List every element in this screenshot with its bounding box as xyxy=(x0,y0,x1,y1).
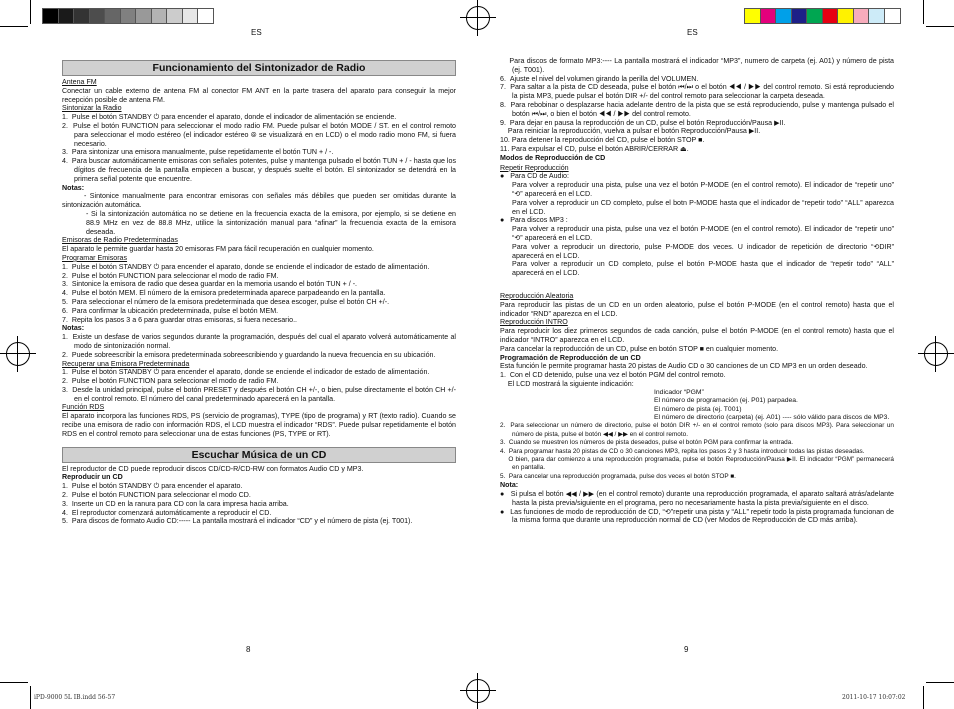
step-item: 4. Para buscar automáticamente emisoras con señales potentes, pulse y mantenga pulsado el botón TUN + / - hasta que los dígitos de frecuencia de la pantalla empiecen a buscar, y después suelte el botón. El sintonizador se detendrá en la primera señal potente que encuentre. xyxy=(62,157,456,183)
recuperar-steps xyxy=(62,368,456,403)
repeat-line: Para volver a reproducir un CD completo, pulse el botn P-MODE hasta que el indicador de “repetir todo” “ALL” aparezca en el LCD. xyxy=(512,198,894,216)
step-item: O bien, para dar comienzo a una reproducción programada, pulse el botón Reproducción/Pausa ▶II. El indicador “PGM” permanecerá en pantalla. xyxy=(500,455,894,472)
section-title-cd: Escuchar Música de un CD xyxy=(62,447,456,463)
step-item: 2. Pulse el botón FUNCTION para seleccionar el modo de radio FM. xyxy=(62,271,279,280)
antena-text: Conectar un cable externo de antena FM al conector FM ANT en la parte trasera del aparato para conseguir la mejor recepción posible de antena FM. xyxy=(62,86,456,104)
crop-mark xyxy=(0,682,28,683)
cd-intro-text: El reproductor de CD puede reproducir discos CD/CD-R/CD-RW con formatos Audio CD y MP3. xyxy=(62,464,364,473)
sintonizar-steps xyxy=(62,113,456,183)
crop-mark xyxy=(30,0,31,24)
subheading-aleatoria: Reproducción Aleatoria xyxy=(500,291,574,300)
step-item: 3. Desde la unidad principal, pulse el botón PRESET y después el botón CH +/-, o bien, pulse directamente el botón CH +/- en el control remoto. El número del canal predeterminado aparecerá en la pantalla. xyxy=(62,385,456,403)
lcd-line: El número de directorio (carpeta) (ej. A01) ---- sólo válido para discos de MP3. xyxy=(654,413,890,421)
step-item: 2. Pulse el botón FUNCTION para seleccionar el modo radio FM. Puede pulsar el botón MODE / ST. en el control remoto para seleccionar el modo estéreo (el indicador estéreo ⦾ se visualizará en en LCD) o el modo radio mono FM, si fuera necesario. xyxy=(62,121,456,148)
language-label-right: ES xyxy=(687,28,698,37)
gray-swatch xyxy=(73,8,90,24)
color-swatch xyxy=(837,8,854,24)
step-item: 1. Pulse el botón STANDBY ⏻ para encender el aparato, donde el indicador de alimentación se enciende. xyxy=(62,113,397,122)
step-item: 5. Para discos de formato Audio CD:----- La pantalla mostrará el indicador “CD” y el número de pista (ej. T001). xyxy=(62,517,413,526)
repeat-line: Para volver a reproducir una pista, pulse una vez el botón P-MODE (en el control remoto). El indicador de “repetir uno” “⟲” aparecerá en el LCD. xyxy=(512,225,894,242)
nota-item: - Si la sintonización automática no se detiene en la frecuencia exacta de la emisora, por ejemplo, si se detiene en 88.9 MHz en vez de 88.8 MHz, utilice la sintonización manual para “afinar” la frecuencia exacta de la emisora deseada. xyxy=(86,209,456,236)
registration-mark-top xyxy=(460,0,496,36)
lcd-line: El número de pista (ej. T001) xyxy=(654,405,742,413)
bullet-mp3: ● Para discos MP3 : xyxy=(500,216,568,225)
right-page-column xyxy=(500,57,894,525)
nota-text: Las funciones de modo de reproducción de CD, “⟲”repetir una pista y “ALL” repetir todo la pista programada funcionan de la misma forma que durante una reproducción normal de CD (ver Modos de Reproducción de CD más arriba). xyxy=(510,507,894,525)
footer-timestamp: 2011-10-17 10:07:02 xyxy=(842,694,906,701)
gray-swatch xyxy=(58,8,75,24)
programacion-intro: Esta función le permite programar hasta 20 pistas de Audio CD o 30 canciones de un CD MP3 en un orden deseado. xyxy=(500,362,868,371)
gray-swatch xyxy=(135,8,152,24)
color-swatch xyxy=(868,8,885,24)
footer-file-name: iPD-9000 5L IB.indd 56-57 xyxy=(34,694,116,701)
nota-text: Si pulsa el botón ◀◀ / ▶▶ (en el control remoto) durante una reproducción programada, el aparato saltará atrás/adelante hasta la pista previa/siguiente en el programa, pero no necesariamente hasta la pista previa/siguiente en el disco. xyxy=(510,489,894,507)
intro-line: Para reproducir los diez primeros segundos de cada canción, pulse el botón P-MODE (en el control remoto) hasta que el indicador “INTRO” aparezca en el LCD. xyxy=(500,327,894,344)
step-item: 1. Pulse el botón STANDBY ⏻ para encender el aparato, donde se enciende el indicador de estado de alimentación. xyxy=(62,368,430,377)
step-item: El LCD mostrará la siguiente indicación: xyxy=(500,379,634,388)
color-swatch xyxy=(791,8,808,24)
page-number-left: 8 xyxy=(246,645,251,654)
page-number-right: 9 xyxy=(684,645,689,654)
step-item: 2. Pulse el botón FUNCTION para seleccionar el modo CD. xyxy=(62,491,251,500)
step-item: 2. Para seleccionar un número de directorio, pulse el botón DIR +/- en el control remoto (solo para discos MP3). Para seleccionar un número de pista, pulse el botón ◀◀ / ▶▶ en el control remoto. xyxy=(500,422,894,438)
step-item: 8. Para rebobinar o desplazarse hacia adelante dentro de la pista que se está reproduciendo, pulse y mantenga pulsado el botón ⏮/⏭, o bien el botón ◀◀ / ▶▶ del control remoto. xyxy=(500,100,894,118)
step-item: 2. Pulse el botón FUNCTION para seleccionar el modo de radio FM. xyxy=(62,377,279,386)
step-item: 6. Para confirmar la ubicación predeterminada, pulse el botón MEM. xyxy=(62,306,279,315)
note-item: 1. Existe un desfase de varios segundos durante la programación, después del cual el aparato volverá automáticamente al modo de sintonización normal. xyxy=(62,333,456,350)
color-swatch xyxy=(760,8,777,24)
step-item: 1. Pulse el botón STANDBY ⏻ para encender el aparato, donde se enciende el indicador de estado de alimentación. xyxy=(62,262,430,271)
notas-label: Notas: xyxy=(62,324,85,333)
gray-swatch xyxy=(166,8,183,24)
bullet-dot: ● xyxy=(500,489,511,498)
crop-mark xyxy=(923,686,924,709)
left-page-column xyxy=(62,60,456,526)
intro-text xyxy=(500,327,894,353)
subheading-programar: Programar Emisoras xyxy=(62,253,128,262)
section-title-radio: Funcionamiento del Sintonizador de Radio xyxy=(62,60,456,76)
color-swatch xyxy=(884,8,901,24)
nota-bullets xyxy=(500,490,894,525)
subheading-recuperar: Recuperar una Emisora Predeterminada xyxy=(62,359,190,368)
step-item: 1. Con el CD detenido, pulse una vez el botón PGM del control remoto. xyxy=(500,371,726,380)
step-item: 7. Repita los pasos 3 a 6 para guardar otras emisoras, si fuera necesario.. xyxy=(62,315,298,324)
step-item: 11. Para expulsar el CD, pulse el botón ABRIR/CERRAR ⏏. xyxy=(500,144,689,153)
color-swatch xyxy=(775,8,792,24)
notas-label: Notas: xyxy=(62,183,85,192)
step-item: Para reiniciar la reproducción, vuelva a pulsar el botón Reproducción/Pausa ▶II. xyxy=(500,127,761,136)
step-item: 3. Inserte un CD en la ranura para CD con la cara impresa hacia arriba. xyxy=(62,499,289,508)
language-label-left: ES xyxy=(251,28,262,37)
nota-item: - Sintonice manualmente para encontrar emisoras con señales más débiles que pueden ser omitidas durante la sintonización automática. xyxy=(62,192,456,210)
crop-mark xyxy=(926,26,954,27)
repeat-line: Para volver a reproducir una pista, pulse una vez el botón P-MODE (en el control remoto). El indicador de “repetir uno” “⟲” aparecerá en el LCD. xyxy=(512,181,894,198)
crop-mark xyxy=(30,686,31,709)
lcd-indication-list xyxy=(500,389,894,423)
repeat-line: Para volver a reproducir un CD completo, pulse el botón P-MODE hasta que el indicador de “repetir todo” “ALL” aparecerá en el LCD. xyxy=(512,260,894,278)
mp3-label: Para discos MP3 : xyxy=(510,216,568,225)
subheading-antena: Antena FM xyxy=(62,78,97,86)
step-item: 6. Ajuste el nivel del volumen girando la perilla del VOLUMEN. xyxy=(500,74,699,83)
registration-mark-right xyxy=(918,336,954,372)
emisoras-text: El aparato le permite guardar hasta 20 emisoras FM para fácil recuperación en cualquier momento. xyxy=(62,245,374,254)
audio-cd-label: Para CD de Audio: xyxy=(510,172,569,181)
step-item: Para discos de formato MP3:---- La pantalla mostrará el indicador “MP3”, numero de carpeta (ej. A01) y número de pista (ej. T001). xyxy=(500,57,894,74)
gray-swatch xyxy=(42,8,59,24)
subheading-modos: Modos de Reproducción de CD xyxy=(500,153,606,162)
intro-line: Para cancelar la reproducción de un CD, pulse en botón STOP ■ en cualquier momento. xyxy=(500,344,779,353)
crop-mark xyxy=(926,682,954,683)
step-item: 4. El reproductor comenzará automáticamente a reproducir el CD. xyxy=(62,508,272,517)
registration-mark-bottom xyxy=(460,673,496,709)
subheading-rds: Función RDS xyxy=(62,403,105,412)
cd-playback-steps xyxy=(500,57,894,154)
gray-swatch xyxy=(182,8,199,24)
crop-mark xyxy=(923,0,924,24)
lcd-line: Indicador “PGM” xyxy=(654,388,704,396)
rds-text: El aparato incorpora las funciones RDS, PS (servicio de programas), TYPE (tipo de programa) y RT (texto radio). Cuando se recibe una emisora de radio con información RDS, el LCD muestra el indicador “RDS”. Puede pulsar repetidamente el botón RDS en el control remoto para seleccionar una de estas funciones (PS, TYPE or RT). xyxy=(62,412,456,438)
subheading-sintonizar: Sintonizar la Radio xyxy=(62,104,122,113)
color-swatch xyxy=(744,8,761,24)
bullet-audio-cd: ● Para CD de Audio: xyxy=(500,172,569,181)
audio-cd-repeat-text xyxy=(500,181,894,216)
registration-mark-left xyxy=(0,336,36,372)
step-item: 4. Para programar hasta 20 pistas de CD o 30 canciones MP3, repita los pasos 2 y 3 hasta introducir todas las pistas deseadas. xyxy=(500,447,865,455)
step-item: 9. Para dejar en pausa la reproducción de un CD, pulse el botón Reproducción/Pausa ▶II. xyxy=(500,118,786,127)
gray-swatch xyxy=(151,8,168,24)
programacion-steps-b xyxy=(500,422,894,481)
gray-swatch xyxy=(197,8,214,24)
step-item: 5. Para seleccionar el número de la emisora predeterminada que desea escoger, pulse el botón CH +/-. xyxy=(62,297,390,306)
step-item: 10. Para detener la reproducción del CD, pulse el botón STOP ■. xyxy=(500,136,705,145)
reproducir-steps xyxy=(62,482,456,526)
nota-label: Nota: xyxy=(500,481,519,490)
step-item: 4. Pulse el botón MEM. El número de la emisora predeterminada aparece parpadeando en la pantalla. xyxy=(62,289,386,298)
nota-bullet xyxy=(500,508,894,526)
subheading-intro: Reproducción INTRO xyxy=(500,318,568,327)
note-item: 2. Puede sobreescribir la emisora predeterminada sobreescribiendo y guardando la nueva frecuencia en su ubicación. xyxy=(62,350,436,359)
step-item: 3. Para sintonizar una emisora manualmente, pulse repetidamente el botón TUN + / -. xyxy=(62,148,334,157)
step-item: 3. Sintonice la emisora de radio que desea guardar en la memoria usando el botón TUN + / -. xyxy=(62,280,358,289)
mp3-repeat-text xyxy=(500,225,894,278)
step-item: 5. Para cancelar una reproducción programada, pulse dos veces el botón STOP ■. xyxy=(500,472,736,480)
color-swatch xyxy=(822,8,839,24)
programacion-steps-a xyxy=(500,371,894,389)
subheading-emisoras: Emisoras de Radio Predeterminadas xyxy=(62,236,178,245)
nota-bullet xyxy=(500,490,894,508)
bullet-dot: ● xyxy=(500,507,511,516)
subheading-reproducir: Reproducir un CD xyxy=(62,473,123,482)
color-swatch xyxy=(853,8,870,24)
step-item: 3. Cuando se muestren los números de pista deseados, pulse el botón PGM para confirmar la entrada. xyxy=(500,439,794,447)
gray-swatch xyxy=(104,8,121,24)
gray-swatch xyxy=(89,8,106,24)
aleatoria-text: Para reproducir las pistas de un CD en un orden aleatorio, pulse el botón P-MODE (en el control remoto) hasta que el indicador “RND” aparezca en el LCD. xyxy=(500,300,894,318)
color-swatch xyxy=(806,8,823,24)
crop-mark xyxy=(0,26,28,27)
step-item: 7. Para saltar a la pista de CD deseada, pulse el botón ⏮/⏭ o el botón ◀◀ / ▶▶ del control remoto. Si está reproduciendo la pista MP3, puede pulsar el botón DIR +/- del control remoto para seleccionar la carpeta deseada. xyxy=(500,83,894,101)
gray-swatch xyxy=(120,8,137,24)
step-item: 1. Pulse el botón STANDBY ⏻ para encender el aparato. xyxy=(62,482,243,491)
subheading-repetir: Repetir Reproducción xyxy=(500,163,569,172)
lcd-line: El número de programación (ej. P01) parpadea. xyxy=(654,397,798,405)
programar-notes xyxy=(62,333,456,359)
programar-steps xyxy=(62,263,456,325)
repeat-line: Para volver a reproducir un directorio, pulse P-MODE dos veces. U indicador de repetición de directorio “⟲DIR” aparecerá en el LCD. xyxy=(512,242,894,260)
subheading-programacion: Programación de Reproducción de un CD xyxy=(500,353,641,362)
